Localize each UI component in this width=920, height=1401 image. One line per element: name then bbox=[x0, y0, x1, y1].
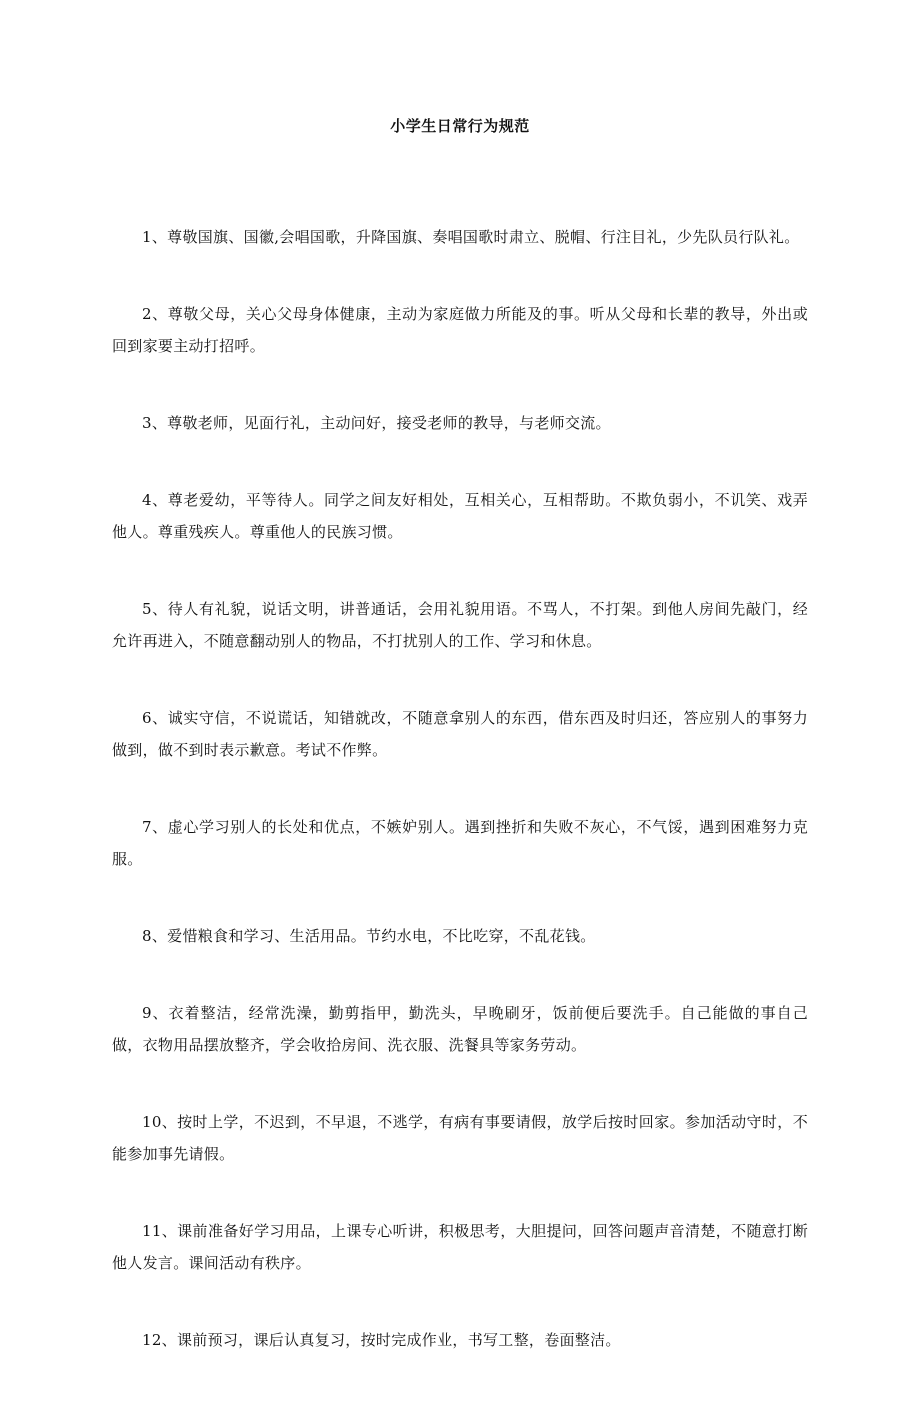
document-title: 小学生日常行为规范 bbox=[390, 117, 530, 135]
rule-item-11: 11、课前准备好学习用品，上课专心听讲，积极思考，大胆提问，回答问题声音清楚，不随意打断他人发言。课间活动有秩序。 bbox=[112, 1222, 808, 1272]
rule-item-6: 6、诚实守信，不说谎话，知错就改，不随意拿别人的东西，借东西及时归还，答应别人的事努力做到，做不到时表示歉意。考试不作弊。 bbox=[112, 709, 808, 759]
rule-item-5: 5、待人有礼貌，说话文明，讲普通话，会用礼貌用语。不骂人，不打架。到他人房间先敲门，经允许再进入，不随意翻动别人的物品，不打扰别人的工作、学习和休息。 bbox=[112, 600, 808, 650]
rule-item-9: 9、衣着整洁，经常洗澡，勤剪指甲，勤洗头，早晚刷牙，饭前便后要洗手。自己能做的事自己做，衣物用品摆放整齐，学会收拾房间、洗衣服、洗餐具等家务劳动。 bbox=[112, 1004, 808, 1054]
rule-item-3: 3、尊敬老师，见面行礼，主动问好，接受老师的教导，与老师交流。 bbox=[142, 414, 611, 432]
rule-item-12: 12、课前预习，课后认真复习，按时完成作业，书写工整，卷面整洁。 bbox=[142, 1331, 621, 1349]
rule-item-1: 1、尊敬国旗、国徽,会唱国歌，升降国旗、奏唱国歌时肃立、脱帽、行注目礼，少先队员行队礼。 bbox=[142, 228, 800, 246]
rule-item-8: 8、爱惜粮食和学习、生活用品。节约水电，不比吃穿，不乱花钱。 bbox=[142, 927, 596, 945]
rule-item-10: 10、按时上学，不迟到，不早退，不逃学，有病有事要请假，放学后按时回家。参加活动守时，不能参加事先请假。 bbox=[112, 1113, 808, 1163]
rule-item-4: 4、尊老爱幼，平等待人。同学之间友好相处，互相关心，互相帮助。不欺负弱小，不讥笑、戏弄他人。尊重残疾人。尊重他人的民族习惯。 bbox=[112, 491, 808, 541]
rule-item-2: 2、尊敬父母，关心父母身体健康，主动为家庭做力所能及的事。听从父母和长辈的教导，外出或回到家要主动打招呼。 bbox=[112, 305, 808, 355]
rules-list bbox=[112, 221, 808, 1401]
rule-item-7: 7、虚心学习别人的长处和优点，不嫉妒别人。遇到挫折和失败不灰心，不气馁，遇到困难努力克服。 bbox=[112, 818, 808, 868]
